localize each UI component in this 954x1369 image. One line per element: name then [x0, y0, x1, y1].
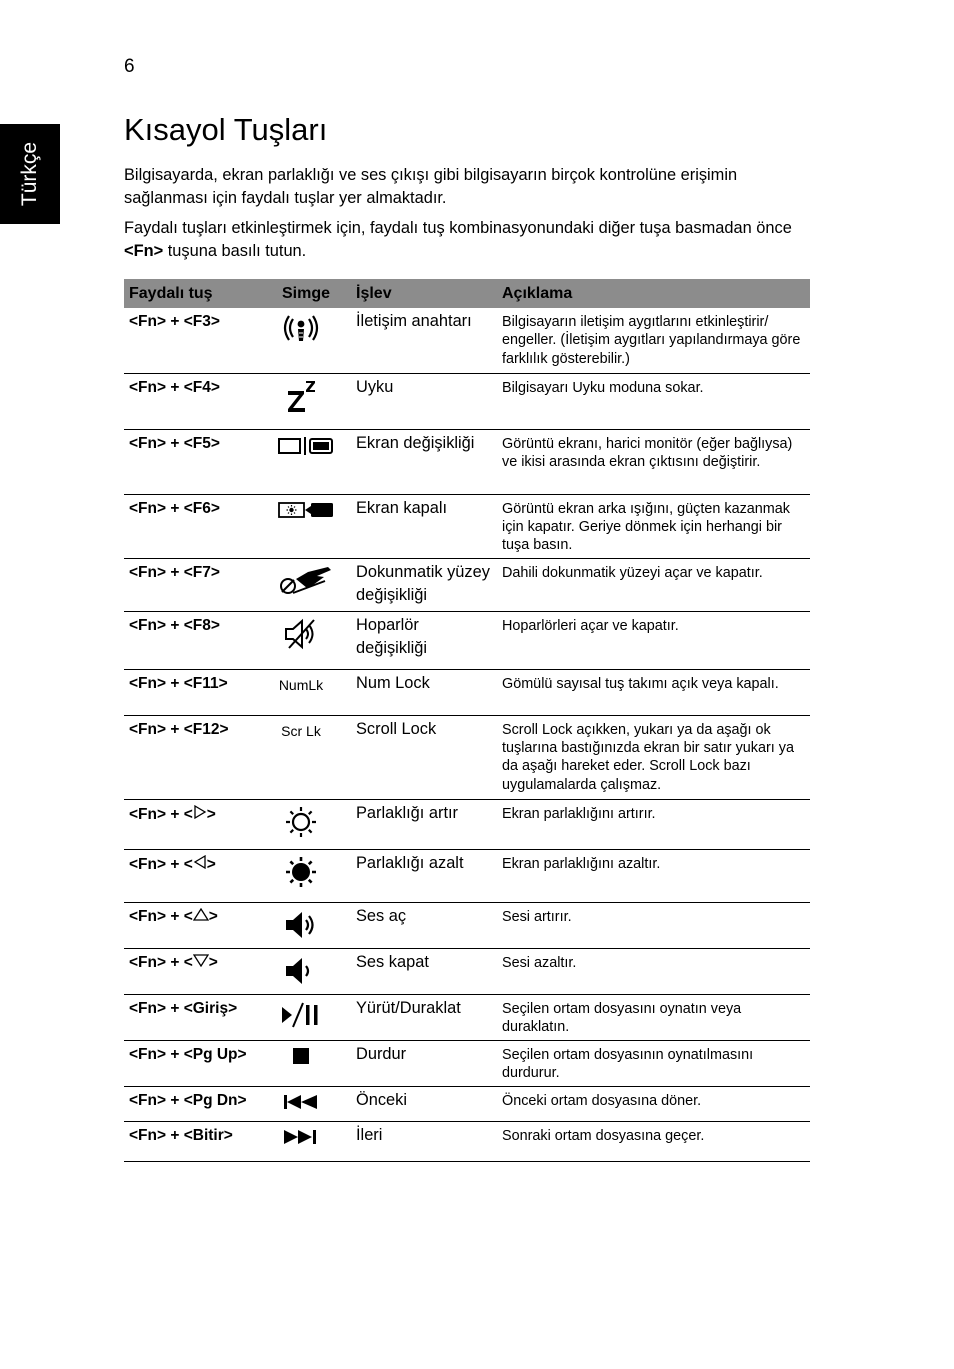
table-row [124, 308, 810, 373]
header-description: Açıklama [497, 279, 810, 308]
icon-cell [277, 429, 351, 494]
hotkey-cell: <Fn> + <F12> [124, 715, 277, 799]
description-cell: Görüntü ekran arka ışığını, güçten kazanmak için kapatır. Geriye dönmek için herhangi bir tuşa basın. [497, 494, 810, 558]
touchpad-toggle-icon [277, 583, 333, 600]
hotkey-cell: <Fn> + <F5> [124, 429, 277, 494]
table-row [124, 715, 810, 799]
icon-cell [277, 799, 351, 849]
arrow-down-icon [193, 954, 209, 971]
hotkey-cell: <Fn> + <Pg Up> [124, 1040, 277, 1086]
hotkey-cell: <Fn> + <Giriş> [124, 994, 277, 1040]
icon-cell [277, 902, 351, 948]
description-cell: Dahili dokunmatik yüzeyi açar ve kapatır. [497, 558, 810, 611]
stop-icon [291, 1053, 311, 1070]
speaker-mute-icon [283, 638, 319, 655]
function-cell: Ses aç [351, 902, 497, 948]
icon-text-cell [277, 669, 351, 715]
function-cell: İletişim anahtarı [351, 308, 497, 373]
table-row [124, 948, 810, 994]
hotkey-prefix: <Fn> + < [129, 953, 193, 971]
description-cell: Görüntü ekranı, harici monitör (eğer bağlıysa) ve ikisi arasında ekran çıktısını değiştirir. [497, 429, 810, 494]
description-cell: Gömülü sayısal tuş takımı açık veya kapalı. [497, 669, 810, 715]
table-row [124, 1086, 810, 1121]
table-row [124, 669, 810, 715]
intro-paragraph-2: Faydalı tuşları etkinleştirmek için, faydalı tuş kombinasyonundaki diğer tuşa basmadan önce <Fn> tuşuna basılı tutun. [124, 219, 792, 260]
arrow-right-icon [193, 806, 207, 823]
description-cell: Sesi azaltır. [497, 948, 810, 994]
function-cell: Durdur [351, 1040, 497, 1086]
function-cell: Önceki [351, 1086, 497, 1121]
icon-cell [277, 1086, 351, 1121]
hotkey-cell [124, 948, 277, 994]
table-row [124, 558, 810, 611]
function-cell: Hoparlör değişikliği [351, 611, 497, 669]
icon-cell [277, 1121, 351, 1161]
icon-cell [277, 849, 351, 902]
hotkey-prefix: <Fn> + < [129, 907, 193, 925]
hotkey-cell [124, 902, 277, 948]
function-cell: Dokunmatik yüzey değişikliği [351, 558, 497, 611]
icon-cell [277, 611, 351, 669]
icon-cell [277, 1040, 351, 1086]
function-cell: Uyku [351, 373, 497, 429]
table-row [124, 373, 810, 429]
description-cell: Sesi artırır. [497, 902, 810, 948]
next-icon [281, 1134, 321, 1151]
table-row [124, 1040, 810, 1086]
description-cell: Seçilen ortam dosyasının oynatılmasını durdurur. [497, 1040, 810, 1086]
table-row [124, 429, 810, 494]
wireless-icon [282, 330, 320, 347]
hotkey-cell: <Fn> + <F11> [124, 669, 277, 715]
description-cell: Bilgisayarın iletişim aygıtlarını etkinleştirir/ engeller. (İletişim aygıtları yapılandırmaya göre farklılık gösterebilir.) [497, 308, 810, 373]
function-cell: Scroll Lock [351, 715, 497, 799]
intro-paragraph-1: Bilgisayarda, ekran parlaklığı ve ses çıkışı gibi bilgisayarın birçok kontrolüne erişimin sağlanması için faydalı tuşlar yer almaktadır. [124, 166, 738, 207]
function-cell: Num Lock [351, 669, 497, 715]
hotkey-cell: <Fn> + <Bitir> [124, 1121, 277, 1161]
hotkey-cell: <Fn> + <F4> [124, 373, 277, 429]
table-row [124, 799, 810, 849]
description-cell: Ekran parlaklığını azaltır. [497, 849, 810, 902]
icon-cell [277, 494, 351, 558]
description-cell: Ekran parlaklığını artırır. [497, 799, 810, 849]
table-row [124, 994, 810, 1040]
hotkey-suffix: > [206, 805, 216, 823]
icon-label: NumLk [278, 676, 324, 693]
display-toggle-icon [277, 444, 335, 461]
table-row [124, 494, 810, 558]
volume-down-icon [283, 975, 319, 992]
hotkey-cell [124, 849, 277, 902]
hotkey-cell: <Fn> + <F7> [124, 558, 277, 611]
icon-cell [277, 308, 351, 373]
description-cell: Sonraki ortam dosyasına geçer. [497, 1121, 810, 1161]
table-row [124, 849, 810, 902]
description-cell: Hoparlörleri açar ve kapatır. [497, 611, 810, 669]
hotkey-cell: <Fn> + <Pg Dn> [124, 1086, 277, 1121]
icon-label: Scr Lk [281, 722, 321, 739]
function-cell: Ekran kapalı [351, 494, 497, 558]
brightness-up-icon [284, 826, 318, 843]
hotkey-cell: <Fn> + <F3> [124, 308, 277, 373]
page-title: Kısayol Tuşları [124, 112, 328, 147]
header-hotkey: Faydalı tuş [124, 279, 277, 308]
hotkey-table [124, 279, 810, 1162]
play-pause-icon [280, 1017, 322, 1034]
table-row [124, 902, 810, 948]
function-cell: İleri [351, 1121, 497, 1161]
table-header-row [124, 279, 810, 308]
screen-off-icon [277, 507, 335, 524]
function-cell: Yürüt/Duraklat [351, 994, 497, 1040]
previous-icon [281, 1099, 321, 1116]
hotkey-cell: <Fn> + <F6> [124, 494, 277, 558]
sleep-icon [285, 400, 317, 417]
icon-cell [277, 994, 351, 1040]
hotkey-cell: <Fn> + <F8> [124, 611, 277, 669]
brightness-down-icon [284, 876, 318, 893]
function-cell: Ses kapat [351, 948, 497, 994]
page-number: 6 [124, 56, 135, 77]
hotkey-suffix: > [208, 907, 218, 925]
hotkey-suffix: > [206, 855, 216, 873]
volume-up-icon [283, 929, 319, 946]
icon-cell [277, 558, 351, 611]
function-cell: Parlaklığı azalt [351, 849, 497, 902]
function-cell: Parlaklığı artır [351, 799, 497, 849]
description-cell: Önceki ortam dosyasına döner. [497, 1086, 810, 1121]
icon-cell [277, 948, 351, 994]
arrow-left-icon [193, 856, 207, 873]
hotkey-suffix: > [208, 953, 218, 971]
table-row [124, 1121, 810, 1161]
hotkey-prefix: <Fn> + < [129, 805, 193, 823]
language-side-tab [0, 124, 60, 224]
side-tab-label: Türkçe [18, 141, 41, 207]
table-row [124, 611, 810, 669]
hotkey-prefix: <Fn> + < [129, 855, 193, 873]
header-icon: Simge [277, 279, 351, 308]
description-cell: Scroll Lock açıkken, yukarı ya da aşağı ok tuşlarına bastığınızda ekran bir satır yukarı ya da aşağı hareket eder. Scroll Lock bazı uygulamalarda çalışmaz. [497, 715, 810, 799]
description-cell: Bilgisayarı Uyku moduna sokar. [497, 373, 810, 429]
function-cell: Ekran değişikliği [351, 429, 497, 494]
arrow-up-icon [193, 908, 209, 925]
header-function: İşlev [351, 279, 497, 308]
hotkey-cell [124, 799, 277, 849]
icon-cell [277, 373, 351, 429]
icon-text-cell [277, 715, 351, 799]
description-cell: Seçilen ortam dosyasını oynatın veya duraklatın. [497, 994, 810, 1040]
